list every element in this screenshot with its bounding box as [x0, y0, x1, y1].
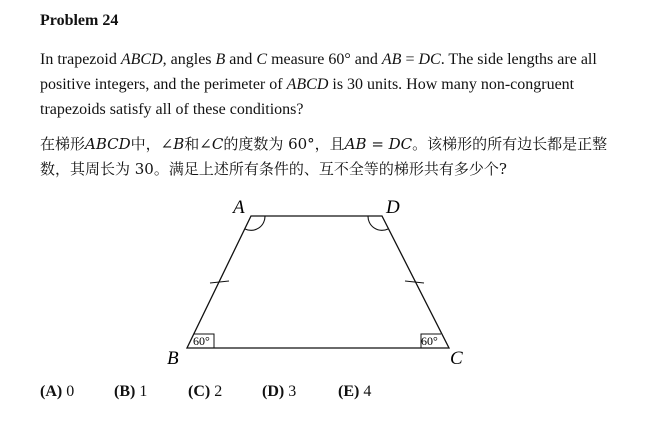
math-b: B — [215, 51, 226, 68]
angle-label-c: 60° — [421, 334, 438, 348]
choice-letter: (A) — [40, 383, 63, 400]
math-c: C — [256, 51, 268, 68]
trapezoid-figure — [0, 190, 650, 380]
choice-value: 4 — [363, 383, 372, 400]
choice-e[interactable] — [338, 383, 371, 401]
choice-d[interactable] — [262, 383, 296, 401]
choice-letter: (E) — [338, 383, 360, 400]
math-ab: AB — [344, 135, 367, 153]
math-equals: = — [366, 135, 389, 153]
math-abcd: ABCD — [85, 135, 131, 153]
math-abcd: ABCD — [286, 76, 329, 93]
choice-value: 1 — [139, 383, 148, 400]
text-segment: . The side lengths are all positive integers, and the perimeter of — [40, 51, 597, 93]
vertex-label-b: B — [167, 348, 179, 369]
choice-b[interactable] — [114, 383, 147, 401]
problem-statement-chinese — [40, 132, 610, 182]
vertex-label-d: D — [386, 197, 400, 218]
choice-a[interactable] — [40, 383, 74, 401]
angle-label-b: 60° — [193, 334, 210, 348]
text-segment: 在梯形 — [40, 135, 86, 153]
text-segment: and — [225, 51, 257, 68]
choice-c[interactable] — [188, 383, 222, 401]
choice-value: 2 — [214, 383, 223, 400]
text-segment: is 30 units. How many non-congruent trapezoids satisfy all of these conditions? — [40, 76, 575, 118]
math-b: B — [173, 135, 185, 153]
text-segment: 中，∠ — [130, 135, 174, 153]
text-segment: 。该梯形的所有边长都是正整数，其周长为 30。满足上述所有条件的、互不全等的梯形共有多少个? — [40, 135, 608, 178]
choice-letter: (B) — [114, 383, 136, 400]
math-abcd: ABCD — [120, 51, 163, 68]
math-equals: = — [401, 51, 419, 68]
math-dc: DC — [388, 135, 413, 153]
choice-letter: (C) — [188, 383, 211, 400]
math-dc: DC — [418, 51, 441, 68]
choice-value: 3 — [288, 383, 297, 400]
math-c: C — [211, 135, 224, 153]
vertex-label-a: A — [233, 197, 245, 218]
math-ab: AB — [381, 51, 402, 68]
problem-statement-english — [40, 47, 605, 122]
text-segment: 和∠ — [184, 135, 212, 153]
choice-letter: (D) — [262, 383, 285, 400]
text-segment: measure 60° and — [267, 51, 382, 68]
text-segment: , angles — [162, 51, 216, 68]
problem-title: Problem 24 — [40, 12, 119, 29]
text-segment: In trapezoid — [40, 51, 121, 68]
choice-value: 0 — [66, 383, 75, 400]
vertex-label-c: C — [450, 348, 463, 369]
text-segment: 的度数为 60°，且 — [223, 135, 345, 153]
